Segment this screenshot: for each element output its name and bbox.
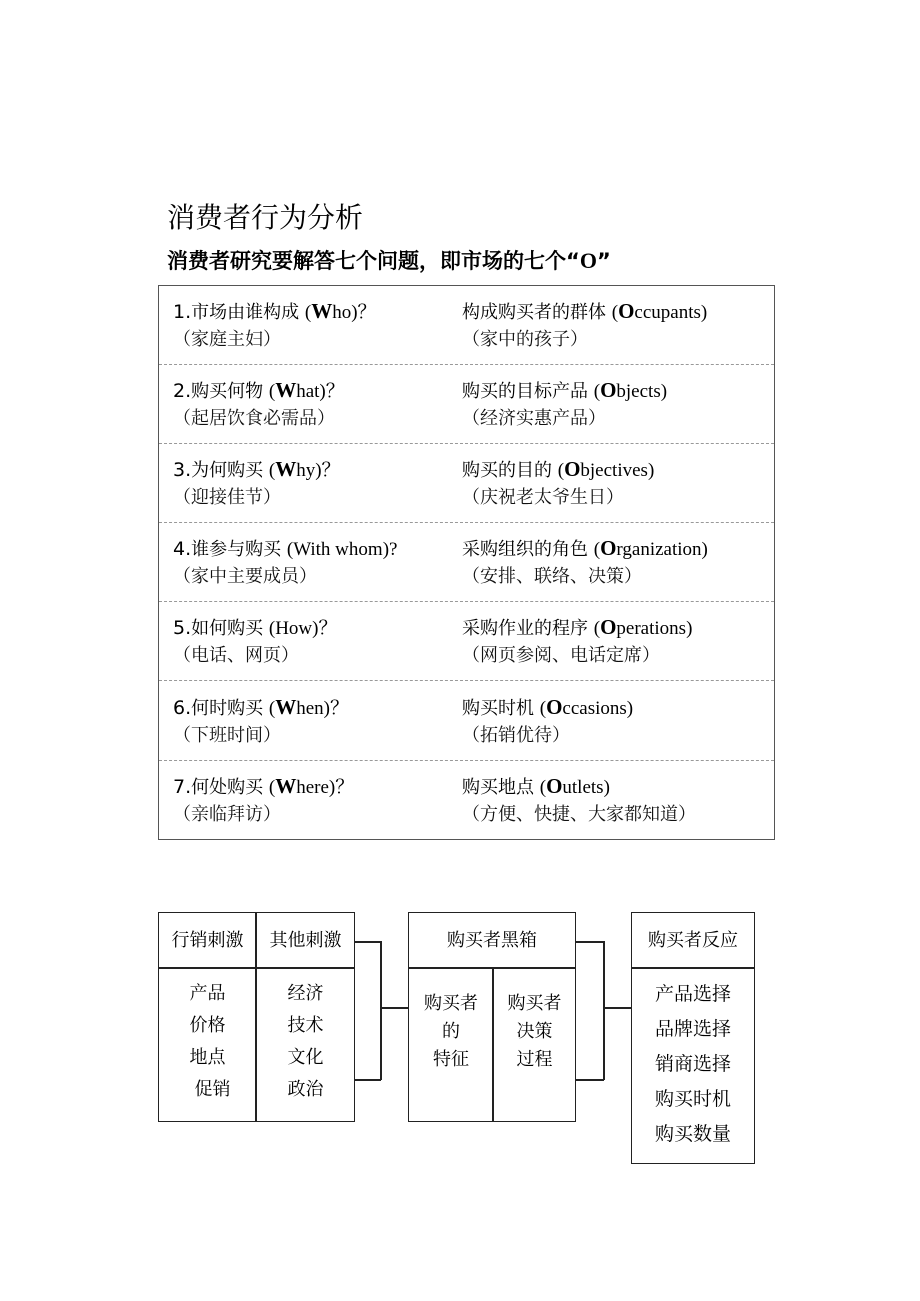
question-en-open: ( [268,460,276,481]
response-header-line [631,967,755,969]
question-example: （电话、网页） [173,645,299,666]
stimuli-header-line [158,967,355,969]
answer-line [462,692,633,722]
question-example: （迎接佳节） [173,487,281,508]
question-text: 何时购买 [191,698,269,719]
answer-text: 购买的目的 [462,460,558,481]
other-stimuli-list [257,978,354,1106]
question-en-rest: here [296,777,329,798]
buyer-traits-list [410,990,492,1074]
question-text: 如何购买 [191,618,269,639]
answer-text: 采购组织的角色 [462,539,594,560]
answer-text: 购买时机 [462,698,540,719]
question-text: 为何购买 [191,460,269,481]
connector-line [355,941,381,943]
answer-en [546,774,604,798]
connector-line [603,941,605,1080]
list-item: 销商选择 [654,1053,731,1075]
table-row [159,682,774,761]
table-row [159,365,774,444]
question-example: （家庭主妇） [173,329,281,350]
list-item: 购买者 [507,993,562,1014]
list-item: 的 [442,1021,460,1042]
answer-en-initial: O [600,615,617,639]
answer-en [600,536,702,560]
subtitle-close: ” [596,249,611,273]
answer-text: 采购作业的程序 [462,618,594,639]
answer-cell [462,771,696,829]
subtitle-o: O [579,248,597,273]
question-cell [173,612,337,670]
question-en-open: ( [268,777,276,798]
question-example: （亲临拜访） [173,804,281,825]
response-list [633,977,753,1152]
question-en-close: )？ [351,302,377,323]
question-cell [173,296,377,354]
list-item: 产品选择 [654,983,731,1005]
question-en-rest: ho [332,302,352,323]
answer-en-close: ) [686,618,693,639]
answer-example: （安排、联络、决策） [462,566,642,587]
answer-en-rest: rganization [616,539,702,560]
question-en-initial: W [275,457,297,481]
question-example: （下班时间） [173,725,281,746]
question-en-initial: W [275,774,297,798]
list-item: 文化 [287,1047,324,1068]
question-en-open: ( [286,539,294,560]
answer-en [618,299,701,323]
list-item: 特征 [433,1049,469,1070]
buyer-decision-list [494,990,575,1074]
seven-o-table [158,285,775,840]
answer-cell [462,296,707,354]
list-item: 购买数量 [654,1123,731,1145]
answer-cell [462,692,633,750]
question-en-close: )？ [315,460,341,481]
question-en-rest: hy [296,460,316,481]
question-text: 谁参与购买 [191,539,287,560]
answer-example: （方便、快捷、大家都知道） [462,804,696,825]
question-line [173,296,377,326]
page-title: 消费者行为分析 [167,201,364,234]
question-en [275,618,312,639]
list-item: 决策 [516,1021,553,1042]
question-en-initial: W [311,299,333,323]
connector-line [355,1079,381,1081]
question-en-initial: W [275,378,297,402]
answer-line [462,612,692,642]
answer-cell [462,612,692,670]
answer-example: （庆祝老太爷生日） [462,487,624,508]
answer-en-close: ) [660,381,668,402]
answer-en-close: ) [647,460,655,481]
list-item: 购买者 [424,993,478,1014]
question-en-open: ( [268,698,276,719]
answer-en-rest: ccupants [634,302,701,323]
question-example: （家中主要成员） [173,566,317,587]
answer-en-initial: O [564,457,581,481]
connector-line [576,941,604,943]
question-example: （起居饮食必需品） [173,408,335,429]
answer-en-open: ( [539,777,547,798]
answer-en-close: ) [701,539,708,560]
question-en-rest: hat [296,381,320,402]
answer-en-initial: O [618,299,635,323]
answer-en-open: ( [593,618,601,639]
question-en-rest: With whom [293,539,383,560]
question-en [293,539,382,560]
list-item: 地点 [189,1047,226,1068]
question-cell [173,533,397,591]
answer-en-open: ( [557,460,565,481]
question-number: 3. [173,459,192,481]
page-subtitle [167,245,611,275]
question-number: 6. [173,697,192,719]
question-en [275,378,320,402]
question-en-close: )? [382,539,398,560]
answer-en-rest: bjectives [580,460,648,481]
marketing-stimuli-list [160,978,255,1106]
question-en [275,457,316,481]
question-line [173,771,354,801]
list-item: 技术 [287,1015,324,1036]
question-number: 2. [173,380,192,402]
question-number: 7. [173,776,192,798]
table-row [159,286,774,365]
question-cell [173,771,354,829]
answer-en-rest: bjects [616,381,661,402]
list-item: 产品 [189,983,226,1004]
answer-line [462,771,696,801]
marketing-stimuli-header: 行销刺激 [171,930,244,951]
answer-en-initial: O [546,774,563,798]
answer-cell [462,375,667,433]
connector-line [576,1079,604,1081]
list-item: 价格 [189,1015,226,1036]
answer-en-initial: O [600,378,617,402]
answer-en-open: ( [593,539,601,560]
answer-text: 购买地点 [462,777,540,798]
answer-en [600,615,687,639]
question-en-close: )？ [312,618,338,639]
answer-example: （家中的孩子） [462,329,588,350]
answer-en-open: ( [539,698,547,719]
question-en-close: )？ [319,381,345,402]
question-number: 4. [173,538,192,560]
table-row [159,444,774,523]
answer-en-close: ) [700,302,708,323]
question-en [311,299,352,323]
question-en-initial: W [275,695,297,719]
question-en-open: ( [268,381,276,402]
question-line [173,692,349,722]
black-box-header: 购买者黑箱 [447,930,537,951]
connector-line [380,1007,409,1009]
answer-line [462,533,708,563]
question-line [173,375,345,405]
question-en-close: )？ [323,698,349,719]
answer-example: （网页参阅、电话定席） [462,645,660,666]
list-item: 购买时机 [654,1088,731,1110]
question-cell [173,375,345,433]
answer-line [462,454,654,484]
other-stimuli-header: 其他刺激 [269,930,342,951]
question-en [275,695,324,719]
question-en-rest: hen [296,698,324,719]
question-number: 5. [173,617,192,639]
question-text: 购买何物 [191,381,269,402]
question-cell [173,692,349,750]
connector-line [380,941,382,1080]
answer-example: （拓销优待） [462,725,570,746]
answer-en [546,695,627,719]
answer-en-open: ( [593,381,601,402]
list-item: 品牌选择 [654,1018,731,1040]
answer-en-rest: utlets [562,777,604,798]
answer-en [564,457,648,481]
answer-text: 构成购买者的群体 [462,302,612,323]
question-en-open: ( [304,302,312,323]
answer-example: （经济实惠产品） [462,408,606,429]
question-number: 1. [173,301,192,323]
list-item: 过程 [516,1049,553,1070]
answer-line [462,296,707,326]
table-row [159,602,774,681]
answer-en-close: ) [626,698,634,719]
answer-en-rest: ccasions [562,698,627,719]
question-line [173,612,337,642]
answer-en-close: ) [603,777,610,798]
answer-en-rest: perations [616,618,687,639]
question-en-rest: How [275,618,313,639]
question-cell [173,454,341,512]
table-row [159,523,774,602]
list-item: 政治 [287,1079,324,1100]
table-row [159,761,774,840]
answer-en-initial: O [546,695,563,719]
answer-en-open: ( [611,302,619,323]
question-en [275,774,329,798]
question-line [173,533,397,563]
answer-line [462,375,667,405]
question-en-open: ( [268,618,276,639]
list-item: 经济 [287,983,324,1004]
answer-en-initial: O [600,536,617,560]
question-line [173,454,341,484]
connector-line [603,1007,632,1009]
response-header: 购买者反应 [648,930,738,951]
subtitle-text: 消费者研究要解答七个问题，即市场的七个“ [167,249,580,273]
question-en-close: )？ [328,777,355,798]
question-text: 市场由谁构成 [191,302,305,323]
answer-text: 购买的目标产品 [462,381,594,402]
list-item: 促销 [194,1079,231,1100]
answer-cell [462,454,654,512]
answer-cell [462,533,708,591]
answer-en [600,378,661,402]
question-text: 何处购买 [191,777,269,798]
